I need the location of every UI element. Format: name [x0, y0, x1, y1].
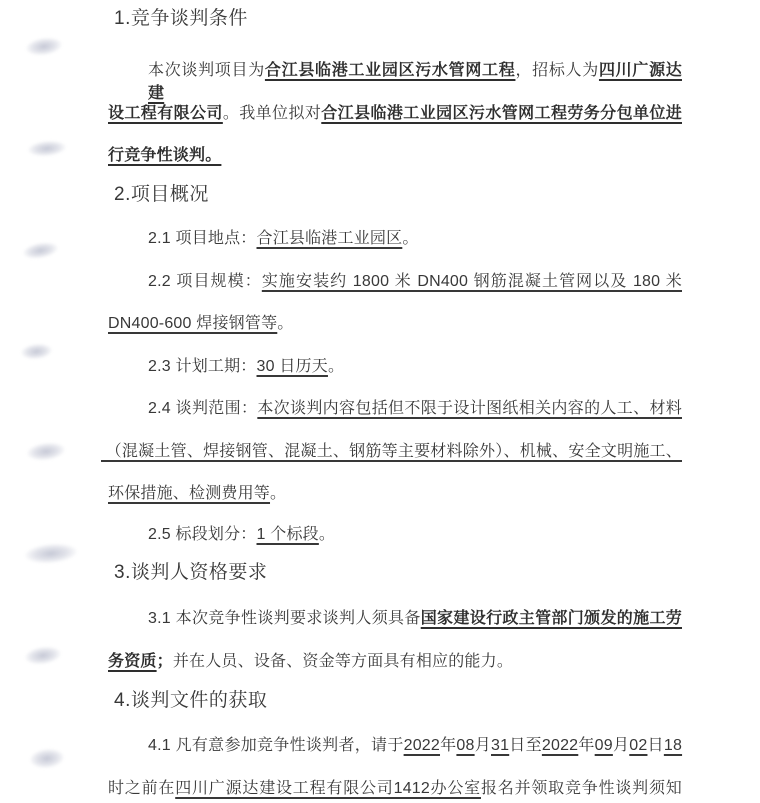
scan-smudge — [29, 747, 65, 769]
text-run: 2.4 谈判范围： — [148, 400, 258, 417]
underlined-text: （混凝土管、焊接钢管、混凝土、钢筋等主要材料除外）、机械、安全文明施工、 — [101, 443, 682, 460]
item-project-scale-line-1 — [108, 270, 682, 293]
underlined-text: 环保措施、检测费用等 — [108, 485, 271, 502]
underlined-text: 1 个标段 — [256, 526, 319, 543]
bold-underlined-text: 设工程有限公司 — [108, 105, 223, 122]
text-run: 。 — [318, 526, 336, 543]
text-run: 2.2 项目规模： — [148, 273, 262, 290]
item-negotiation-scope-line-2 — [101, 440, 682, 463]
scan-smudge — [24, 542, 77, 565]
text-run: 本次谈判项目为 — [148, 62, 265, 79]
scan-smudge — [26, 441, 66, 463]
text-run: 2.5 标段划分： — [148, 526, 257, 543]
underlined-text: 四川广源达建设工程有限公司1412办公室 — [175, 780, 481, 797]
heading-text: 3.谈判人资格要求 — [114, 562, 268, 583]
text-run: 报名并领取竞争性谈判须知 — [480, 780, 682, 797]
scan-smudge — [22, 240, 59, 261]
underlined-text: 2022 — [403, 737, 441, 754]
bold-text: ； — [156, 653, 173, 670]
underlined-text: 本次谈判内容包括但不限于设计图纸相关内容的人工、材料 — [257, 400, 682, 417]
text-run: 2.1 项目地点： — [148, 230, 257, 247]
underlined-text: 2022 — [541, 737, 579, 754]
text-run: 时之前在 — [108, 780, 176, 797]
text-run: 。 — [402, 230, 419, 247]
item-qualification-line-1 — [108, 607, 682, 630]
scan-smudge — [25, 36, 63, 58]
section-heading-qualification — [114, 561, 688, 584]
scan-smudge — [24, 645, 62, 667]
text-run: ，招标人为 — [515, 62, 599, 79]
text-run: 。 — [327, 358, 345, 375]
underlined-text: 02 — [629, 737, 648, 754]
heading-text: 4.谈判文件的获取 — [114, 690, 268, 711]
underlined-text: 08 — [456, 737, 475, 754]
text-run: 。 — [270, 485, 287, 502]
item-bid-sections — [108, 523, 682, 546]
para-negotiation-intro-line-1 — [108, 59, 682, 105]
heading-text: 1.竞争谈判条件 — [114, 8, 248, 29]
text-run: 年 — [578, 737, 595, 754]
text-run: 月 — [474, 737, 491, 754]
text-run: 2.3 计划工期： — [148, 358, 257, 375]
text-run: 4.1 凡有意参加竞争性谈判者，请于 — [148, 737, 404, 754]
text-run: 月 — [612, 737, 630, 754]
scan-smudge — [27, 139, 66, 157]
underlined-text: 09 — [594, 737, 613, 754]
text-run: 3.1 本次竞争性谈判要求谈判人须具备 — [148, 610, 421, 627]
section-heading-project-overview — [114, 183, 688, 206]
para-negotiation-intro-line-2 — [108, 102, 682, 125]
bold-underlined-text: 合江县临港工业园区污水管网工程劳务分包单位进 — [321, 105, 682, 122]
item-qualification-line-2 — [108, 650, 682, 673]
item-negotiation-scope-line-3 — [108, 482, 682, 505]
bold-underlined-text: 合江县临港工业园区污水管网工程 — [264, 62, 516, 79]
heading-text: 2.项目概况 — [114, 184, 209, 205]
text-run: 日 — [647, 737, 664, 754]
text-run: 年 — [440, 737, 457, 754]
item-project-location — [108, 227, 682, 250]
text-run: 。 — [277, 315, 294, 332]
item-project-scale-line-2 — [108, 312, 682, 335]
item-acquisition-line-1 — [108, 734, 682, 757]
section-heading-negotiation-conditions — [114, 7, 688, 30]
underlined-text: 30 日历天 — [256, 358, 328, 375]
underlined-text: 18 — [663, 737, 683, 754]
underlined-text: 合江县临港工业园区 — [256, 230, 403, 247]
underlined-text: 31 — [491, 737, 510, 754]
item-acquisition-line-2 — [108, 777, 682, 800]
bold-underlined-text: 四川广源达建 — [148, 62, 682, 102]
text-run: 日至 — [509, 737, 542, 754]
scan-smudge — [20, 342, 52, 360]
text-run: 并在人员、设备、资金等方面具有相应的能力。 — [172, 653, 514, 670]
item-construction-period — [108, 355, 682, 378]
bold-underlined-text: 国家建设行政主管部门颁发的施工劳 — [420, 610, 682, 627]
text-run: 。我单位拟对 — [222, 105, 322, 122]
underlined-text: DN400-600 焊接钢管等 — [108, 315, 278, 332]
bold-underlined-text: 行竞争性谈判。 — [108, 147, 222, 164]
bold-underlined-text: 务资质 — [108, 653, 157, 670]
para-negotiation-intro-line-3 — [108, 144, 682, 167]
section-heading-document-acquisition — [114, 689, 688, 712]
underlined-text: 实施安装约 1800 米 DN400 钢筋混凝土管网以及 180 米 — [261, 273, 682, 290]
item-negotiation-scope-line-1 — [108, 397, 682, 420]
document-text-block — [101, 0, 683, 803]
